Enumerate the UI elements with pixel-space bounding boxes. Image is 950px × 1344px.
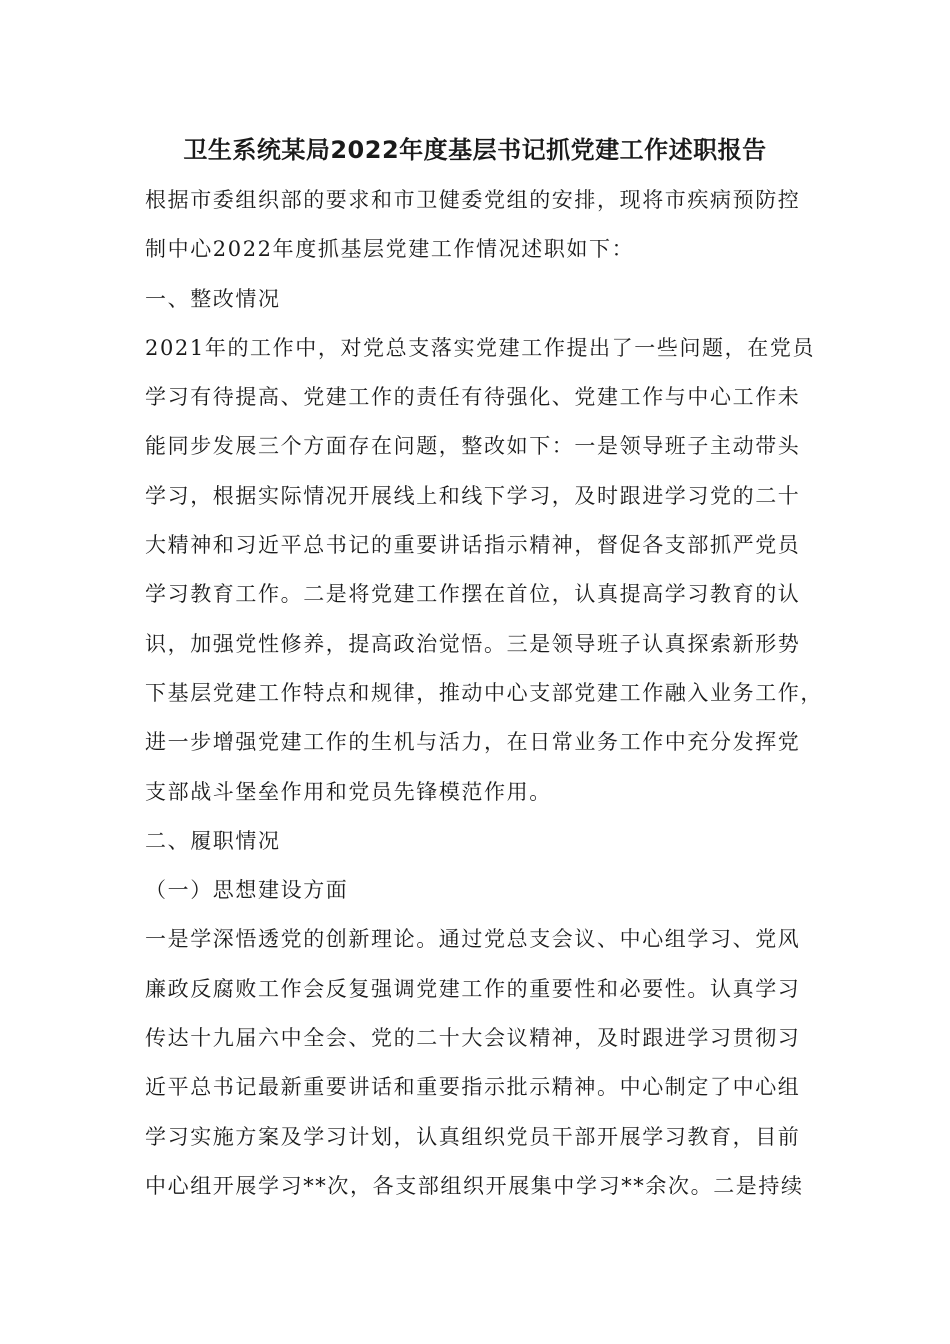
paragraph-line: 学习教育工作。二是将党建工作摆在首位，认真提高学习教育的认 <box>145 582 801 607</box>
paragraph-line: 一是学深悟透党的创新理论。通过党总支会议、中心组学习、党风 <box>145 927 801 952</box>
paragraph-line: 廉政反腐败工作会反复强调党建工作的重要性和必要性。认真学习 <box>145 976 801 1001</box>
paragraph-line: 传达十九届六中全会、党的二十大会议精神，及时跟进学习贯彻习 <box>145 1026 801 1051</box>
paragraph-line: 近平总书记最新重要讲话和重要指示批示精神。中心制定了中心组 <box>145 1075 801 1100</box>
paragraph-line: 下基层党建工作特点和规律，推动中心支部党建工作融入业务工作， <box>145 680 823 705</box>
paragraph-line: 支部战斗堡垒作用和党员先锋模范作用。 <box>145 779 552 804</box>
section-heading: 一、整改情况 <box>145 286 281 311</box>
paragraph-line: 进一步增强党建工作的生机与活力，在日常业务工作中充分发挥党 <box>145 730 801 755</box>
subsection-heading: （一）思想建设方面 <box>145 878 349 903</box>
paragraph-line: 大精神和习近平总书记的重要讲话指示精神，督促各支部抓严党员 <box>145 533 801 558</box>
paragraph-line: 根据市委组织部的要求和市卫健委党组的安排，现将市疾病预防控 <box>145 188 801 212</box>
paragraph-line: 制中心2022年度抓基层党建工作情况述职如下： <box>145 237 635 262</box>
paragraph-line: 学习，根据实际情况开展线上和线下学习，及时跟进学习党的二十 <box>145 483 801 508</box>
paragraph-line: 学习有待提高、党建工作的责任有待强化、党建工作与中心工作未 <box>145 385 801 410</box>
paragraph-line: 学习实施方案及学习计划，认真组织党员干部开展学习教育，目前 <box>145 1124 801 1149</box>
paragraph-line: 能同步发展三个方面存在问题，整改如下：一是领导班子主动带头 <box>145 434 801 459</box>
paragraph-line: 识，加强党性修养，提高政治觉悟。三是领导班子认真探索新形势 <box>145 631 801 656</box>
document-title: 卫生系统某局2022年度基层书记抓党建工作述职报告 <box>183 136 767 164</box>
section-heading: 二、履职情况 <box>145 828 281 853</box>
paragraph-line: 中心组开展学习**次，各支部组织开展集中学习**余次。二是持续 <box>145 1173 804 1198</box>
document-body <box>145 182 823 1217</box>
paragraph-line: 2021年的工作中，对党总支落实党建工作提出了一些问题，在党员 <box>145 335 816 360</box>
